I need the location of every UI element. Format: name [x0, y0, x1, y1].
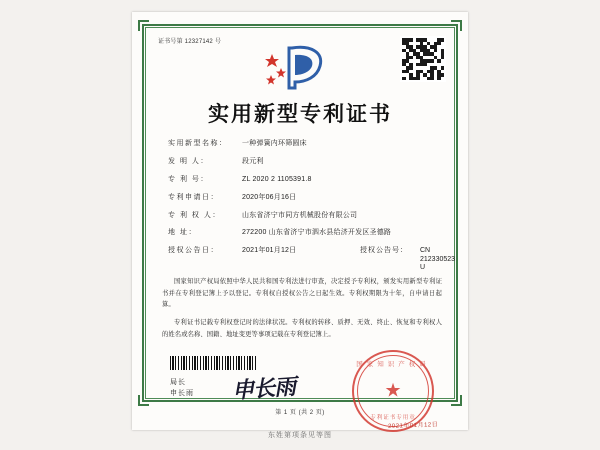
corner-ornament-bottom-right	[451, 395, 462, 406]
body-paragraph-2: 专利证书记载专利权登记时的法律状况。专利权的转移、质押、无效、终止、恢复和专利权人的姓名或名称、国籍、地址变更等事项记载在专利登记簿上。	[162, 318, 442, 338]
field-value-announcement-date: 2021年01月12日	[242, 247, 297, 255]
corner-ornament-top-right	[451, 20, 462, 31]
seal-star-icon: ★	[384, 380, 402, 402]
seal-text-bottom: 专利证书专用章	[370, 415, 416, 421]
field-value: 段元利	[242, 157, 264, 165]
field-label: 地 址：	[168, 229, 197, 237]
field-label: 专利申请日：	[168, 193, 219, 201]
field-value: 2020年06月16日	[242, 193, 297, 201]
body-paragraph-1: 国家知识产权局依照中华人民共和国专利法进行审查，决定授予专利权，颁发实用新型专利证书并在专利登记簿上予以登记。专利权自授权公告之日起生效。专利权期限为十年，自申请日起算。	[162, 278, 442, 309]
seal-text-top: 国家知识产权局	[356, 361, 430, 368]
field-value-announcement-number: CN 212330523 U	[420, 247, 456, 272]
certificate-number: 证书号第 12327142 号	[158, 39, 222, 45]
field-label-announcement-number: 授权公告号：	[360, 247, 408, 255]
field-row-application-date	[168, 194, 438, 202]
page-footer: 第 1 页 (共 2 页)	[275, 410, 325, 416]
field-row-announcement	[168, 247, 456, 272]
field-row-patentee	[168, 212, 438, 220]
corner-ornament-top-left	[138, 20, 149, 31]
field-label: 实用新型名称：	[168, 140, 228, 147]
field-row-inventor	[168, 158, 438, 166]
field-value: ZL 2020 2 1105391.8	[242, 175, 312, 183]
signature-label-title: 局长	[170, 379, 186, 386]
field-row-name	[168, 140, 438, 148]
field-row-address	[168, 229, 438, 237]
seal-date: 2021年01月12日	[387, 422, 439, 430]
signature-label-name: 申长雨	[170, 389, 194, 397]
certificate-body-text	[162, 276, 442, 346]
field-value: 一种弹簧内环筛圆床	[242, 140, 307, 147]
field-value: 272200 山东省济宁市泗水县给济开发区圣德路	[242, 229, 392, 237]
corner-ornament-bottom-left	[138, 395, 149, 406]
signature-block	[170, 378, 194, 400]
field-label-announcement-date: 授权公告日：	[168, 247, 219, 255]
qr-code-icon	[400, 36, 446, 82]
field-label: 专 利 权 人：	[168, 211, 221, 219]
certificate-fields	[168, 140, 456, 282]
page-title: 实用新型专利证书	[208, 102, 392, 126]
field-label: 专 利 号：	[168, 175, 209, 183]
field-label: 发 明 人：	[168, 157, 209, 165]
handwritten-signature: 申长雨	[231, 373, 296, 405]
image-caption: 东姓第项条见等图	[268, 432, 332, 439]
barcode	[170, 356, 256, 370]
certificate-sheet	[132, 12, 468, 430]
field-row-patent-number	[168, 176, 438, 184]
cnipa-logo-icon	[262, 42, 338, 94]
field-value: 山东省济宁市同方机械股份有限公司	[242, 211, 358, 219]
